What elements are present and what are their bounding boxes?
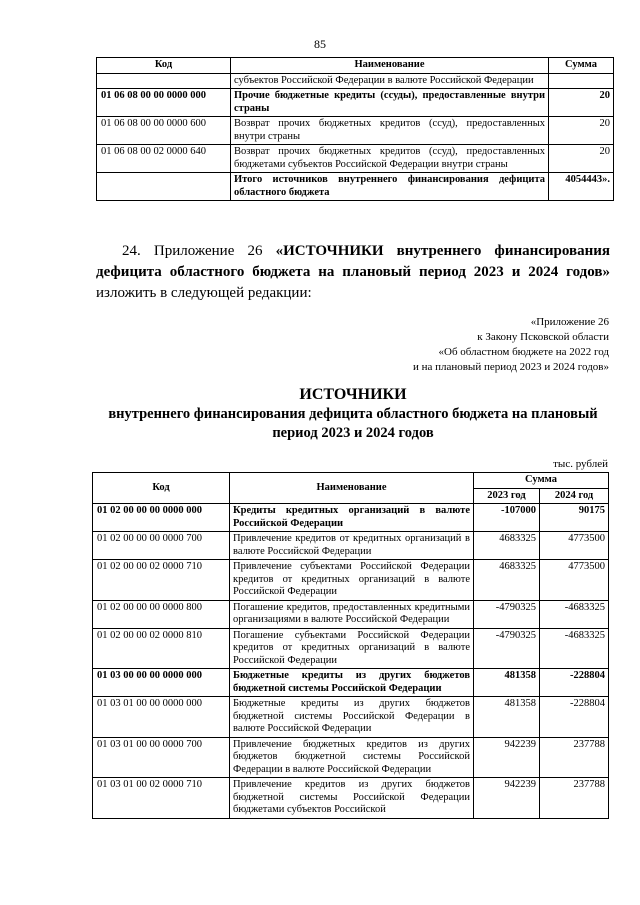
table-row: 01 02 00 00 00 0000 000 Кредиты кредитных организаций в валюте Российской Федерации -107000 90175 [93, 504, 609, 532]
header-sum: Сумма [549, 58, 614, 74]
paragraph-number: 24. [122, 243, 141, 259]
header-code: Код [93, 473, 230, 504]
paragraph-bold-title: «ИСТОЧНИКИ внутреннего финансирования дефицита областного бюджета на плановый период 2023 и 2024 годов» [96, 243, 611, 280]
table-row: 01 03 01 00 00 0000 000 Бюджетные кредиты из других бюджетов бюджетной системы Российской Федерации в валюте Российской Федерации 481358 -228804 [93, 697, 609, 738]
units-label: тыс. рублей [553, 458, 608, 470]
table-row: 01 02 00 00 02 0000 810 Погашение субъектами Российской Федерации кредитов от кредитных организаций в валюте Российской Федерации -4790325 -4683325 [93, 628, 609, 669]
paragraph-prefix: Приложение 26 [153, 243, 263, 259]
header-2024: 2024 год [540, 488, 609, 504]
appendix-reference: «Приложение 26 к Закону Псковской области «Об областном бюджете на 2022 год и на плановый период 2023 и 2024 годов» [412, 316, 609, 373]
table-row: 01 02 00 00 00 0000 700 Привлечение кредитов от кредитных организаций в валюте Российской Федерации 4683325 4773500 [93, 532, 609, 560]
continuation-table [96, 57, 614, 201]
table-row: 01 06 08 00 00 0000 600 Возврат прочих бюджетных кредитов (ссуд), предоставленных внутри страны 20 [97, 117, 614, 145]
header-code: Код [97, 58, 231, 74]
table-row: 01 06 08 00 02 0000 640 Возврат прочих бюджетных кредитов (ссуд), предоставленных бюджетами субъектов Российской Федерации внутри страны 20 [97, 145, 614, 173]
heading-subtitle: внутреннего финансирования дефицита областного бюджета на плановый период 2023 и 2024 годов [108, 406, 598, 441]
amendment-paragraph [96, 241, 610, 304]
table-row: 01 02 00 00 00 0000 800 Погашение кредитов, предоставленных кредитными организациями в валюте Российской Федерации -4790325 -4683325 [93, 600, 609, 628]
section-heading [90, 385, 616, 443]
table-row: 01 03 01 00 00 0000 700 Привлечение бюджетных кредитов из других бюджетов бюджетной системы Российской Федерации в валюте Российской Федерации 942239 237788 [93, 737, 609, 778]
table-row: 01 03 01 00 02 0000 710 Привлечение кредитов из других бюджетов бюджетной системы Российской Федерации бюджетами субъектов Российской 942239 237788 [93, 778, 609, 819]
paragraph-suffix: изложить в следующей редакции: [96, 285, 312, 301]
sources-table [92, 472, 609, 819]
table-row: 01 02 00 00 02 0000 710 Привлечение субъектами Российской Федерации кредитов от кредитных организаций в валюте Российской Федерации 4683325 4773500 [93, 560, 609, 601]
header-2023: 2023 год [474, 488, 540, 504]
header-name: Наименование [231, 58, 549, 74]
table-row: 01 03 00 00 00 0000 000 Бюджетные кредиты из других бюджетов бюджетной системы Российской Федерации 481358 -228804 [93, 669, 609, 697]
heading-title: ИСТОЧНИКИ [299, 386, 407, 403]
header-name: Наименование [230, 473, 474, 504]
table-row-total: Итого источников внутреннего финансирования дефицита областного бюджета 4054443». [97, 173, 614, 201]
page-number: 85 [314, 37, 326, 51]
table-row: 01 06 08 00 00 0000 000 Прочие бюджетные кредиты (ссуды), предоставленные внутри страны 20 [97, 89, 614, 117]
header-sum: Сумма [474, 473, 609, 489]
table-row: субъектов Российской Федерации в валюте Российской Федерации [97, 73, 614, 89]
